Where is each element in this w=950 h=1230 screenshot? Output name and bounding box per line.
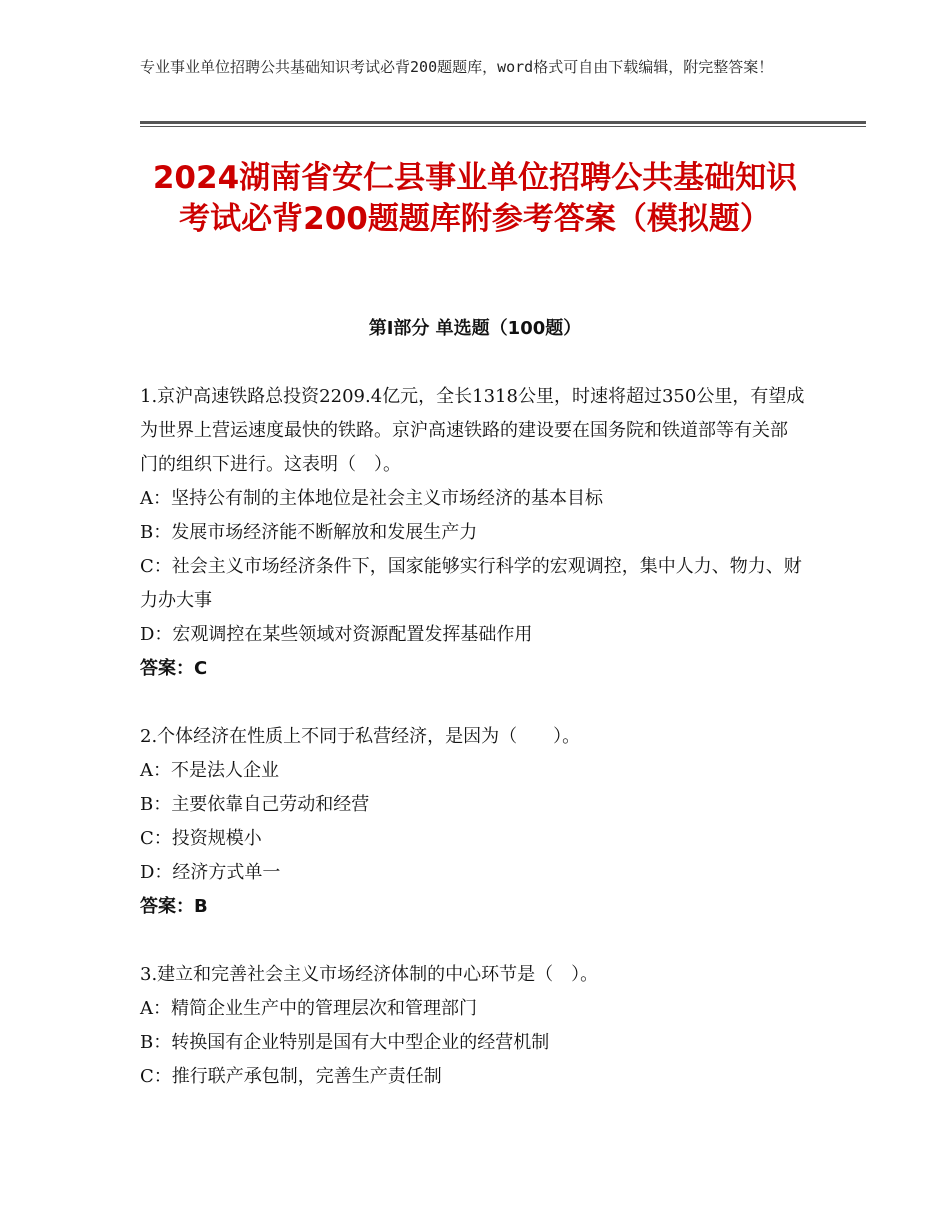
question-stem: 2.个体经济在性质上不同于私营经济，是因为（ ）。: [140, 726, 581, 747]
option-d: D：经济方式单一: [140, 862, 281, 883]
document-title: 2024湖南省安仁县事业单位招聘公共基础知识考试必背200题题库附参考答案（模拟题）: [152, 160, 798, 237]
answer: 答案：C: [140, 658, 208, 679]
option-c: C：推行联产承包制，完善生产责任制: [140, 1066, 442, 1087]
option-b: B：发展市场经济能不断解放和发展生产力: [140, 522, 478, 543]
option-a: A：不是法人企业: [140, 760, 279, 781]
option-c: C：投资规模小: [140, 828, 262, 849]
question-1: [140, 380, 805, 686]
answer: 答案：B: [140, 896, 208, 917]
question-stem: 1.京沪高速铁路总投资2209.4亿元，全长1318公里，时速将超过350公里，有望成为世界上营运速度最快的铁路。京沪高速铁路的建设要在国务院和铁道部等有关部门的组织下进行。这表明（ ）。: [140, 386, 805, 475]
question-list: [140, 380, 805, 1128]
option-a: A：精简企业生产中的管理层次和管理部门: [140, 998, 477, 1019]
header-rule-thick: [140, 121, 866, 124]
section-title: 第Ⅰ部分 单选题（100题）: [368, 318, 582, 339]
option-b: B：转换国有企业特别是国有大中型企业的经营机制: [140, 1032, 550, 1053]
header-rule-thin: [140, 126, 866, 127]
question-3: [140, 958, 805, 1094]
option-b: B：主要依靠自己劳动和经营: [140, 794, 370, 815]
question-2: [140, 720, 805, 924]
option-a: A：坚持公有制的主体地位是社会主义市场经济的基本目标: [140, 488, 603, 509]
question-stem: 3.建立和完善社会主义市场经济体制的中心环节是（ ）。: [140, 964, 599, 985]
header-note: 专业事业单位招聘公共基础知识考试必背200题题库，word格式可自由下载编辑，附完整答案！: [140, 58, 774, 76]
option-d: D：宏观调控在某些领域对资源配置发挥基础作用: [140, 624, 533, 645]
option-c: C：社会主义市场经济条件下，国家能够实行科学的宏观调控，集中人力、物力、财力办大事: [140, 556, 802, 611]
